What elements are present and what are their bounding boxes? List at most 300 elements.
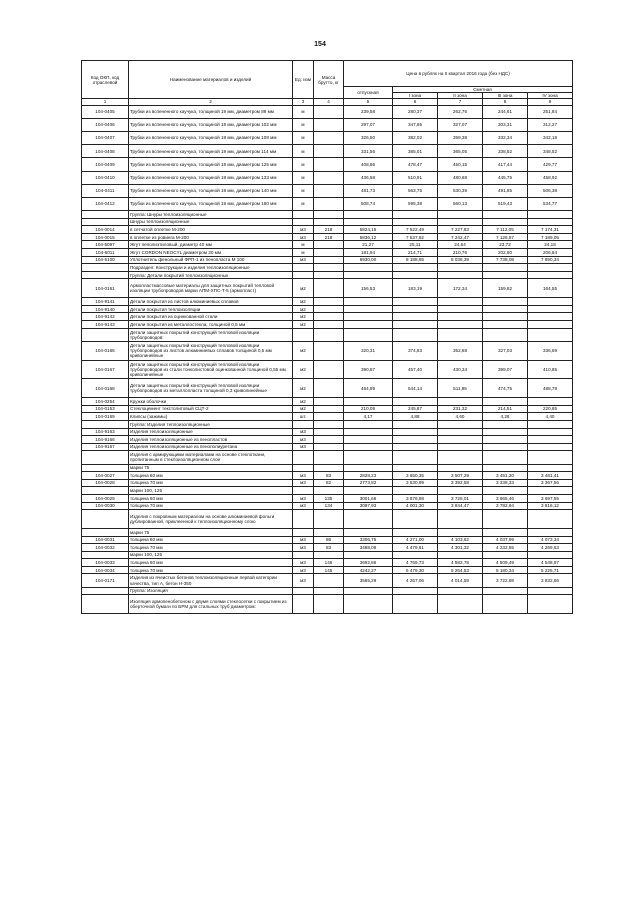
cell-name: Группа: Изоляция (129, 587, 293, 595)
cell-name: в оплетке из ровинга М-200 (129, 233, 293, 241)
cell-zone-price: 5 180,34 (483, 566, 528, 574)
cell-name: Трубки из вспененного каучука, толщиной 19 мм, диаметром 108 мм (129, 131, 293, 144)
cell-release-price (344, 464, 393, 472)
cell-code: 104-9142 (82, 313, 129, 321)
page-number: 154 (314, 41, 326, 48)
cell-name: Детали покрытия из листов алюминиевых сплавов (129, 298, 293, 306)
cell-zone-price (483, 398, 528, 406)
cell-name: Жгут CORDON NEOCYL диаметром 30 мм (129, 249, 293, 257)
cell-code: 104-6011 (82, 249, 129, 257)
cell-unit (293, 420, 314, 428)
cell-unit: м3 (293, 472, 314, 480)
cell-mass (314, 398, 344, 406)
cell-zone-price: 4,26 (483, 413, 528, 421)
cell-zone-price: 474,75 (483, 379, 528, 398)
cell-zone-price (528, 443, 573, 451)
cell-unit: м3 (293, 479, 314, 487)
cell-zone-price (528, 211, 573, 219)
price-table (81, 60, 573, 614)
table-row (82, 379, 573, 398)
cell-mass (314, 279, 344, 298)
cell-name: Детали защитных покрытий конструкций тепловой изоляции трубопроводов: (129, 328, 293, 341)
cell-zone-price: 262,76 (438, 105, 483, 118)
cell-mass: 134 (314, 502, 344, 510)
table-row (82, 494, 573, 502)
table-row (82, 241, 573, 249)
cell-zone-price: 4,60 (438, 413, 483, 421)
cell-zone-price (393, 321, 438, 329)
cell-zone-price: 336,69 (528, 341, 573, 360)
cell-mass (314, 145, 344, 158)
cell-zone-price (438, 211, 483, 219)
table-row (82, 398, 573, 406)
cell-release-price (344, 211, 393, 219)
cell-zone-price (438, 298, 483, 306)
cell-zone-price (483, 298, 528, 306)
header-price-group: Цена в рублях на II квартал 2016 года (без НДС) (344, 61, 573, 87)
cell-zone-price: 530,39 (438, 184, 483, 197)
cell-zone-price (438, 321, 483, 329)
cell-zone-price: 488,78 (528, 379, 573, 398)
cell-name: Группа: Шнуры теплоизоляционные (129, 211, 293, 219)
cell-zone-price: 327,03 (483, 341, 528, 360)
cell-zone-price (528, 398, 573, 406)
cell-code (82, 528, 129, 536)
cell-mass (314, 313, 344, 321)
cell-release-price: 326,50 (344, 131, 393, 144)
table-row (82, 413, 573, 421)
cell-release-price (344, 510, 393, 529)
cell-zone-price (528, 595, 573, 614)
cell-zone-price: 3 725,01 (438, 494, 483, 502)
cell-code (82, 487, 129, 495)
cell-unit: м2 (293, 379, 314, 398)
cell-zone-price: 7 126,57 (483, 233, 528, 241)
cell-code: 104-0168 (82, 379, 129, 398)
cell-zone-price: 478,47 (393, 158, 438, 171)
cell-zone-price (483, 551, 528, 559)
table-row (82, 321, 573, 329)
cell-code: 104-0153 (82, 405, 129, 413)
column-number: 2 (129, 99, 293, 105)
cell-zone-price (528, 487, 573, 495)
cell-release-price (344, 487, 393, 495)
cell-unit: м2 (293, 305, 314, 313)
cell-zone-price: 382,02 (393, 131, 438, 144)
cell-mass (314, 551, 344, 559)
cell-mass (314, 131, 344, 144)
cell-mass (314, 158, 344, 171)
cell-code (82, 420, 129, 428)
table-row (82, 472, 573, 480)
cell-zone-price: 3 816,12 (528, 502, 573, 510)
cell-zone-price: 7 890,34 (528, 256, 573, 264)
cell-release-price: 464,99 (344, 379, 393, 398)
cell-zone-price: 3 697,55 (528, 494, 573, 502)
cell-zone-price (438, 328, 483, 341)
cell-zone-price (483, 510, 528, 529)
cell-zone-price: 4 232,55 (483, 544, 528, 552)
cell-release-price: 3468,09 (344, 544, 393, 552)
cell-unit: м (293, 131, 314, 144)
cell-mass (314, 528, 344, 536)
cell-unit: шт. (293, 413, 314, 421)
cell-unit: м (293, 171, 314, 184)
cell-zone-price (483, 321, 528, 329)
table-row (82, 566, 573, 574)
cell-zone-price: 4 001,30 (393, 502, 438, 510)
cell-mass (314, 249, 344, 257)
cell-code (82, 551, 129, 559)
cell-code: 104-0408 (82, 145, 129, 158)
cell-zone-price (438, 398, 483, 406)
table-row (82, 305, 573, 313)
cell-release-price: 3306,75 (344, 536, 393, 544)
cell-zone-price: 3 782,94 (483, 502, 528, 510)
cell-release-price (344, 305, 393, 313)
cell-name: Армопластмассовые материалы для защитных покрытий тепловой изоляции трубопроводов марки АПМ-ХПС-Т-5 (армопласт) (129, 279, 293, 298)
cell-code: 104-0407 (82, 131, 129, 144)
table-row (82, 184, 573, 197)
cell-release-price (344, 436, 393, 444)
cell-mass (314, 171, 344, 184)
cell-zone-price (528, 321, 573, 329)
cell-zone-price: 4,88 (393, 413, 438, 421)
cell-release-price: 436,58 (344, 171, 393, 184)
column-number: 9 (528, 99, 573, 105)
cell-zone-price (483, 271, 528, 279)
cell-name: марки 75 (129, 528, 293, 536)
cell-zone-price (483, 264, 528, 272)
cell-code (82, 510, 129, 529)
cell-code (82, 218, 129, 226)
cell-unit: м (293, 241, 314, 249)
cell-name: толщина 60 мм (129, 494, 293, 502)
cell-zone-price (483, 487, 528, 495)
cell-unit (293, 211, 314, 219)
cell-unit: м (293, 118, 314, 131)
cell-zone-price: 4 301,32 (438, 544, 483, 552)
table-row (82, 313, 573, 321)
cell-zone-price: 365,05 (438, 145, 483, 158)
cell-zone-price: 23,72 (483, 241, 528, 249)
cell-release-price: 239,58 (344, 105, 393, 118)
table-row (82, 118, 573, 131)
cell-mass (314, 211, 344, 219)
cell-mass (314, 379, 344, 398)
cell-unit: м (293, 184, 314, 197)
cell-zone-price: 183,19 (393, 279, 438, 298)
cell-zone-price: 159,82 (483, 279, 528, 298)
cell-zone-price: 450,15 (438, 158, 483, 171)
header-zone-4: IV зона (528, 93, 573, 99)
cell-zone-price: 4 582,78 (438, 559, 483, 567)
cell-zone-price (393, 305, 438, 313)
table-row (82, 428, 573, 436)
cell-zone-price: 7 522,49 (393, 226, 438, 234)
cell-zone-price: 303,31 (483, 118, 528, 131)
cell-zone-price: 4 271,00 (393, 536, 438, 544)
cell-zone-price: 3 451,20 (483, 472, 528, 480)
cell-code: 104-0166 (82, 341, 129, 360)
cell-code: 104-0406 (82, 118, 129, 131)
cell-release-price: 2773,82 (344, 479, 393, 487)
cell-zone-price (393, 298, 438, 306)
column-number: 5 (344, 99, 393, 105)
cell-name: толщина 60 мм (129, 559, 293, 567)
cell-zone-price (483, 218, 528, 226)
cell-zone-price: 164,55 (528, 279, 573, 298)
cell-unit: м3 (293, 428, 314, 436)
table-row (82, 145, 573, 158)
cell-code: 104-9140 (82, 305, 129, 313)
cell-code: 104-0030 (82, 502, 129, 510)
cell-release-price: 508,74 (344, 197, 393, 210)
cell-unit: м3 (293, 536, 314, 544)
table-row (82, 443, 573, 451)
cell-code: 104-0161 (82, 279, 129, 298)
cell-zone-price (528, 298, 573, 306)
cell-unit: м3 (293, 256, 314, 264)
cell-name: Клипсы (зажимы) (129, 413, 293, 421)
table-row (82, 171, 573, 184)
cell-name: Изделия с армирующими материалами на основе стеклоткани, пропитанным в стеклоизоляционном слое (129, 451, 293, 464)
cell-zone-price: 3 832,66 (528, 574, 573, 587)
cell-code (82, 211, 129, 219)
cell-zone-price (393, 510, 438, 529)
cell-mass (314, 443, 344, 451)
cell-zone-price: 458,92 (528, 171, 573, 184)
cell-code: 104-0032 (82, 544, 129, 552)
cell-release-price: 3001,66 (344, 494, 393, 502)
cell-zone-price (528, 528, 573, 536)
cell-zone-price: 3 665,46 (483, 494, 528, 502)
table-row (82, 105, 573, 118)
cell-zone-price: 210,76 (438, 249, 483, 257)
cell-zone-price: 544,14 (393, 379, 438, 398)
cell-zone-price (438, 305, 483, 313)
cell-name: Трубки из вспененного каучука, толщиной 19 мм, диаметром 125 мм (129, 158, 293, 171)
cell-unit (293, 218, 314, 226)
cell-name: Изделия из ячеистых бетонов теплоизоляционные первой категории качества, тип А, бетон Н-350 (129, 574, 293, 587)
cell-mass (314, 241, 344, 249)
table-row (82, 328, 573, 341)
cell-zone-price (528, 510, 573, 529)
cell-name: Детали покрытия из металлостекла, толщиной 0,5 мм (129, 321, 293, 329)
cell-zone-price: 280,37 (393, 105, 438, 118)
cell-zone-price: 251,84 (528, 105, 573, 118)
cell-name: Трубки из вспененного каучука, толщиной 19 мм, диаметром 102 мм (129, 118, 293, 131)
cell-mass (314, 595, 344, 614)
cell-zone-price (438, 218, 483, 226)
table-row (82, 298, 573, 306)
cell-unit: м2 (293, 360, 314, 379)
cell-zone-price (393, 211, 438, 219)
header-zone-3: III зона (483, 93, 528, 99)
cell-code: 104-0034 (82, 566, 129, 574)
cell-release-price (344, 328, 393, 341)
cell-zone-price: 352,68 (438, 341, 483, 360)
cell-zone-price: 534,77 (528, 197, 573, 210)
cell-release-price (344, 528, 393, 536)
cell-zone-price: 3 481,41 (528, 472, 573, 480)
cell-code (82, 451, 129, 464)
table-row (82, 479, 573, 487)
cell-zone-price: 4 509,49 (483, 559, 528, 567)
cell-code (82, 595, 129, 614)
cell-zone-price (483, 528, 528, 536)
table-row (82, 211, 573, 219)
cell-zone-price: 429,77 (528, 158, 573, 171)
header-name: Наименование материалов и изделий (129, 61, 293, 99)
cell-zone-price (438, 587, 483, 595)
cell-zone-price: 5 264,53 (438, 566, 483, 574)
cell-zone-price: 3 722,88 (483, 574, 528, 587)
cell-name: Подраздел: Конструкции и изделия теплоизоляционные (129, 264, 293, 272)
cell-mass (314, 197, 344, 210)
cell-zone-price: 8 038,39 (438, 256, 483, 264)
table-row (82, 420, 573, 428)
cell-zone-price (483, 211, 528, 219)
table-row (82, 279, 573, 298)
cell-zone-price: 245,87 (393, 405, 438, 413)
cell-zone-price: 595,38 (393, 197, 438, 210)
cell-name: Группа: Детали покрытий теплоизоляционных (129, 271, 293, 279)
cell-name: Изоляция армопенобетоном с двумя слоями стеклосетки с покрытием из оберточной бумаги по БРМ для стальных труб диаметром: (129, 595, 293, 614)
cell-name: марки 75 (129, 464, 293, 472)
table-row (82, 233, 573, 241)
table-row (82, 218, 573, 226)
cell-mass: 218 (314, 226, 344, 234)
cell-code: 104-0405 (82, 105, 129, 118)
cell-mass (314, 321, 344, 329)
cell-zone-price: 7 189,05 (528, 233, 573, 241)
cell-name: Изделия с покровным материалом на основе алюминиевой фольги дублированной, приклеенной к теплоизоляционному слою (129, 510, 293, 529)
cell-zone-price: 4 037,99 (483, 536, 528, 544)
cell-code: 104-9143 (82, 321, 129, 329)
cell-unit (293, 595, 314, 614)
cell-mass: 83 (314, 472, 344, 480)
cell-zone-price: 374,83 (393, 341, 438, 360)
cell-zone-price: 563,75 (393, 184, 438, 197)
cell-zone-price: 7 227,83 (438, 226, 483, 234)
cell-zone-price (483, 464, 528, 472)
cell-unit: м3 (293, 443, 314, 451)
cell-zone-price: 25,11 (393, 241, 438, 249)
table-row (82, 341, 573, 360)
cell-name: толщина 60 мм (129, 472, 293, 480)
cell-name: Кружки оболочки (129, 398, 293, 406)
header-code: Код ОКП, код отраслевой (82, 61, 129, 99)
cell-zone-price (438, 443, 483, 451)
cell-mass (314, 328, 344, 341)
cell-unit (293, 464, 314, 472)
cell-zone-price (528, 420, 573, 428)
cell-zone-price: 172,34 (438, 279, 483, 298)
cell-unit: м3 (293, 436, 314, 444)
cell-name: Трубки из вспененного каучука, толщиной 19 мм, диаметром 160 мм (129, 197, 293, 210)
cell-name: Шнуры теплоизоляционные (129, 218, 293, 226)
cell-mass (314, 420, 344, 428)
table-row (82, 536, 573, 544)
cell-code: 104-9163 (82, 428, 129, 436)
cell-release-price: 390,87 (344, 360, 393, 379)
cell-release-price (344, 595, 393, 614)
cell-name: марки 100, 125 (129, 551, 293, 559)
cell-mass (314, 436, 344, 444)
cell-zone-price (438, 551, 483, 559)
cell-code: 104-0014 (82, 226, 129, 234)
table-row (82, 451, 573, 464)
cell-name: Детали защитных покрытий конструкций тепловой изоляции трубопроводов из стали тонколистовой оцинкованной толщиной 0,55 мм криволинейные (129, 360, 293, 379)
cell-mass: 86 (314, 536, 344, 544)
table-row (82, 464, 573, 472)
cell-zone-price (438, 487, 483, 495)
cell-unit: м2 (293, 341, 314, 360)
cell-code: 104-0015 (82, 233, 129, 241)
cell-code: 104-0167 (82, 360, 129, 379)
cell-release-price (344, 264, 393, 272)
cell-zone-price: 4 269,63 (528, 544, 573, 552)
column-number: 1 (82, 99, 129, 105)
cell-zone-price (528, 305, 573, 313)
cell-zone-price: 399,07 (483, 360, 528, 379)
table-row (82, 264, 573, 272)
cell-zone-price: 4 479,61 (393, 544, 438, 552)
cell-zone-price (393, 528, 438, 536)
cell-zone-price: 338,52 (483, 145, 528, 158)
cell-unit: м2 (293, 321, 314, 329)
cell-name: в сетчатой оплетке М-200 (129, 226, 293, 234)
cell-unit: м (293, 249, 314, 257)
cell-name: Стеклоцемент текстолитовый СЦТ-2 (129, 405, 293, 413)
cell-code (82, 328, 129, 341)
cell-zone-price: 3 338,33 (483, 479, 528, 487)
cell-unit: м3 (293, 502, 314, 510)
cell-release-price: 3097,93 (344, 502, 393, 510)
cell-zone-price (483, 451, 528, 464)
cell-zone-price (393, 487, 438, 495)
cell-name: толщина 70 мм (129, 502, 293, 510)
cell-name: Группа: Изделия теплоизоляционные (129, 420, 293, 428)
cell-zone-price: 385,01 (393, 145, 438, 158)
cell-zone-price (483, 313, 528, 321)
cell-zone-price (528, 271, 573, 279)
cell-zone-price (528, 313, 573, 321)
cell-zone-price (393, 420, 438, 428)
cell-zone-price: 214,51 (483, 405, 528, 413)
cell-zone-price: 3 392,58 (438, 479, 483, 487)
column-number: 6 (393, 99, 438, 105)
cell-zone-price: 3 876,98 (393, 494, 438, 502)
cell-release-price: 5824,15 (344, 226, 393, 234)
column-number: 7 (438, 99, 483, 105)
table-row (82, 271, 573, 279)
table-row (82, 574, 573, 587)
cell-unit (293, 451, 314, 464)
cell-mass (314, 305, 344, 313)
cell-unit: м2 (293, 313, 314, 321)
cell-zone-price: 457,40 (393, 360, 438, 379)
cell-zone-price: 7 112,05 (483, 226, 528, 234)
cell-code: 104-5100 (82, 256, 129, 264)
cell-zone-price (528, 264, 573, 272)
column-number: 3 (293, 99, 314, 105)
table-row (82, 131, 573, 144)
table-row (82, 587, 573, 595)
cell-unit: м (293, 145, 314, 158)
column-number: 8 (483, 99, 528, 105)
